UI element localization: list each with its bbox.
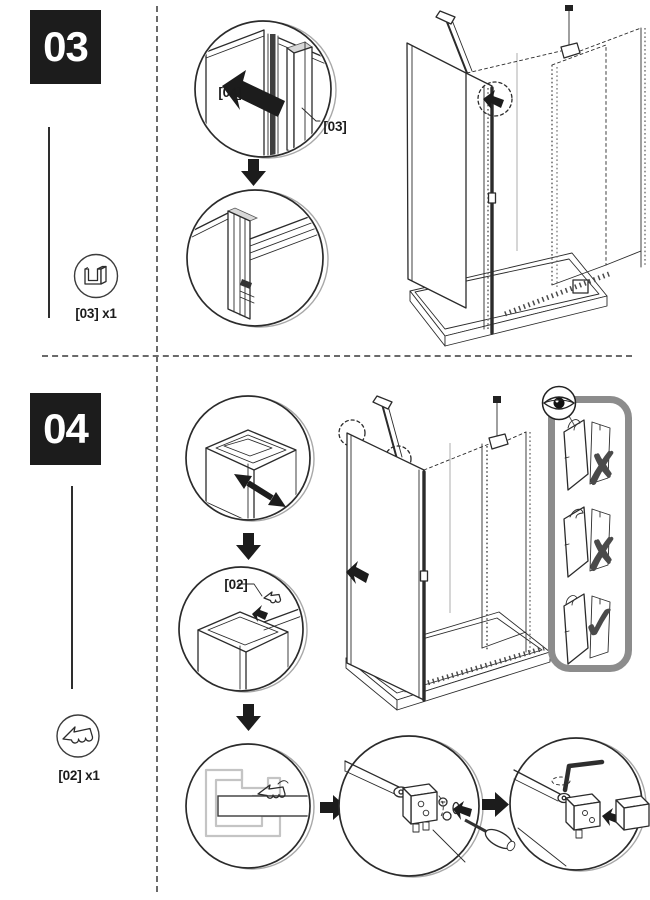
- section-divider-vertical: [156, 6, 158, 892]
- step-03-enclosure-drawing: [385, 3, 647, 353]
- arrow-down-icon: [236, 704, 261, 731]
- step-03-detail-after: [184, 187, 334, 333]
- step-04-number: 04: [43, 405, 88, 452]
- step-04-detail-cap: [508, 736, 650, 876]
- part-03-icon: [73, 253, 121, 301]
- profile-ref-label: [03]: [323, 119, 347, 134]
- part-02-quantity-label: [02] x1: [58, 768, 100, 783]
- section-divider-horizontal: [42, 355, 632, 357]
- part-02-icon: [56, 714, 102, 760]
- step-04-enclosure-drawing: [322, 386, 552, 718]
- x-icon: ✗: [582, 529, 623, 580]
- arrow-down-icon: [236, 533, 261, 560]
- part-03-quantity-label: [03] x1: [75, 306, 117, 321]
- step-04-detail-slide: [184, 394, 320, 526]
- step-03-number: 03: [43, 23, 88, 70]
- step-03-reference-line: [48, 127, 50, 318]
- x-icon: ✗: [582, 443, 623, 494]
- glass-panel-ref-label: [04]: [218, 85, 242, 100]
- step-04-reference-line: [71, 486, 73, 689]
- check-icon: ✓: [579, 597, 622, 650]
- seal-ref-label: [02]: [224, 577, 248, 592]
- step-03-badge: [30, 10, 101, 84]
- arrow-right-icon: [482, 792, 509, 817]
- step-04-badge: [30, 393, 101, 465]
- arrow-down-icon: [241, 159, 266, 186]
- step-04-detail-cross-section: [182, 740, 320, 874]
